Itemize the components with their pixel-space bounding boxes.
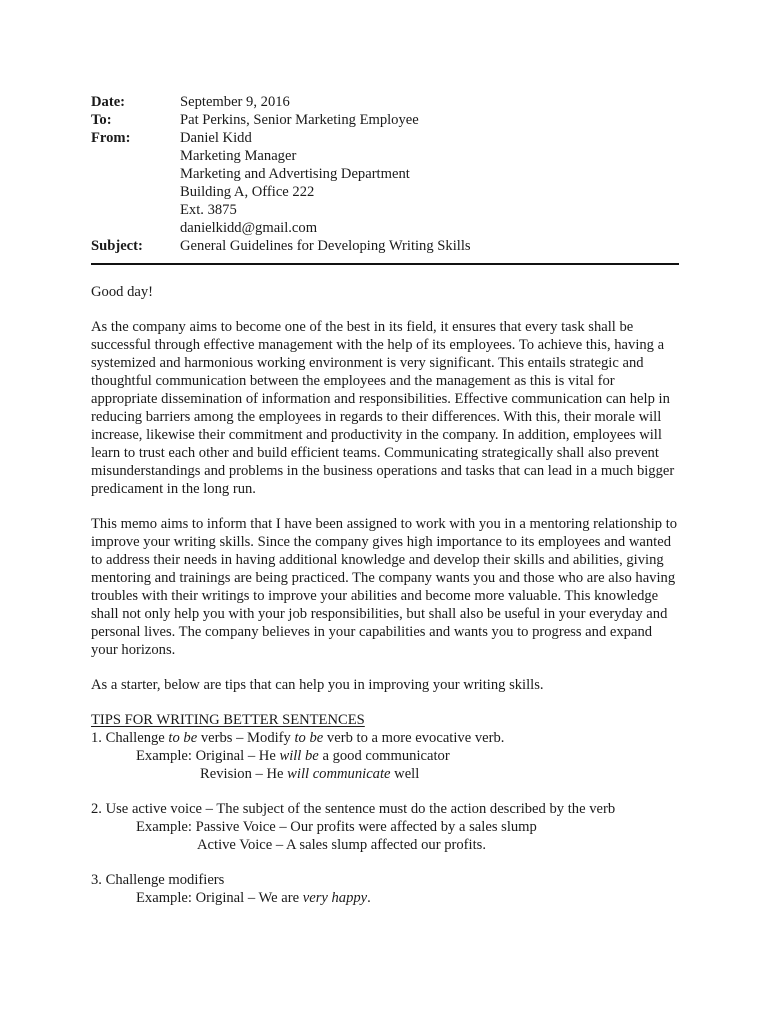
from-name: Daniel Kidd xyxy=(180,130,252,146)
memo-document xyxy=(91,93,681,907)
greeting: Good day! xyxy=(91,284,154,300)
subject-value: General Guidelines for Developing Writing Skills xyxy=(180,238,471,254)
memo-header xyxy=(91,93,681,255)
to-label: To: xyxy=(91,112,112,128)
from-row-email xyxy=(91,219,681,237)
to-row xyxy=(91,111,681,129)
paragraph-intro: As the company aims to become one of the best in its field, it ensures that every task shall be successful through effective management with the help of its employees. To achieve this, having a systemized and harmonious working environment is very significant. This entails strategic and thoughtful communication between the employees and the management as this is vital for appropriate dissemination of information and responsibilities. Effective communication can help in reducing barriers among the employees in regards to their differences. With this, their morale will increase, likewise their commitment and productivity in the company. In addition, employees will learn to trust each other and build efficient teams. Communicating strategically shall also prevent misunderstandings and problems in the business operations and tasks that can lead in a much bigger predicament in the long run. xyxy=(91,319,675,497)
tip-1: 1. Challenge to be verbs – Modify to be verb to a more evocative verb. xyxy=(91,730,505,746)
tip-2: 2. Use active voice – The subject of the sentence must do the action described by the verb xyxy=(91,801,616,817)
from-row-title xyxy=(91,147,681,165)
from-department: Marketing and Advertising Department xyxy=(180,166,410,182)
from-row-extension xyxy=(91,201,681,219)
date-label: Date: xyxy=(91,94,126,110)
date-row xyxy=(91,93,681,111)
paragraph-mentoring: This memo aims to inform that I have been assigned to work with you in a mentoring relationship to improve your writing skills. Since the company gives high importance to its employees and wanted to address their needs in having additional knowledge and develop their skills and abilities, giving mentoring and trainings are being practiced. The company wants you and those who are also having troubles with their writings to improve your abilities and become more valuable. This knowledge shall not only help you with your job responsibilities, but shall also be useful in your everyday and personal lives. The company believes in your capabilities and wants you to progress and expand your horizons. xyxy=(91,516,678,658)
from-email: danielkidd@gmail.com xyxy=(180,220,318,236)
from-row-department xyxy=(91,165,681,183)
to-value: Pat Perkins, Senior Marketing Employee xyxy=(180,112,419,128)
tip-1-example-revision: Revision – He will communicate well xyxy=(200,766,420,782)
from-office: Building A, Office 222 xyxy=(180,184,315,200)
tip-3-example-original: Example: Original – We are very happy. xyxy=(136,890,371,906)
subject-row xyxy=(91,237,681,255)
tip-1-example-original: Example: Original – He will be a good communicator xyxy=(136,748,450,764)
from-title: Marketing Manager xyxy=(180,148,297,164)
tip-3: 3. Challenge modifiers xyxy=(91,872,225,888)
header-divider xyxy=(91,263,679,265)
paragraph-starter: As a starter, below are tips that can help you in improving your writing skills. xyxy=(91,677,544,693)
from-row xyxy=(91,129,681,147)
subject-label: Subject: xyxy=(91,238,143,254)
date-value: September 9, 2016 xyxy=(180,94,290,110)
tips-heading: TIPS FOR WRITING BETTER SENTENCES xyxy=(91,712,365,728)
from-row-office xyxy=(91,183,681,201)
tip-2-example-active: Active Voice – A sales slump affected our profits. xyxy=(197,837,486,853)
from-extension: Ext. 3875 xyxy=(180,202,237,218)
from-label: From: xyxy=(91,130,131,146)
tip-2-example-passive: Example: Passive Voice – Our profits were affected by a sales slump xyxy=(136,819,537,835)
